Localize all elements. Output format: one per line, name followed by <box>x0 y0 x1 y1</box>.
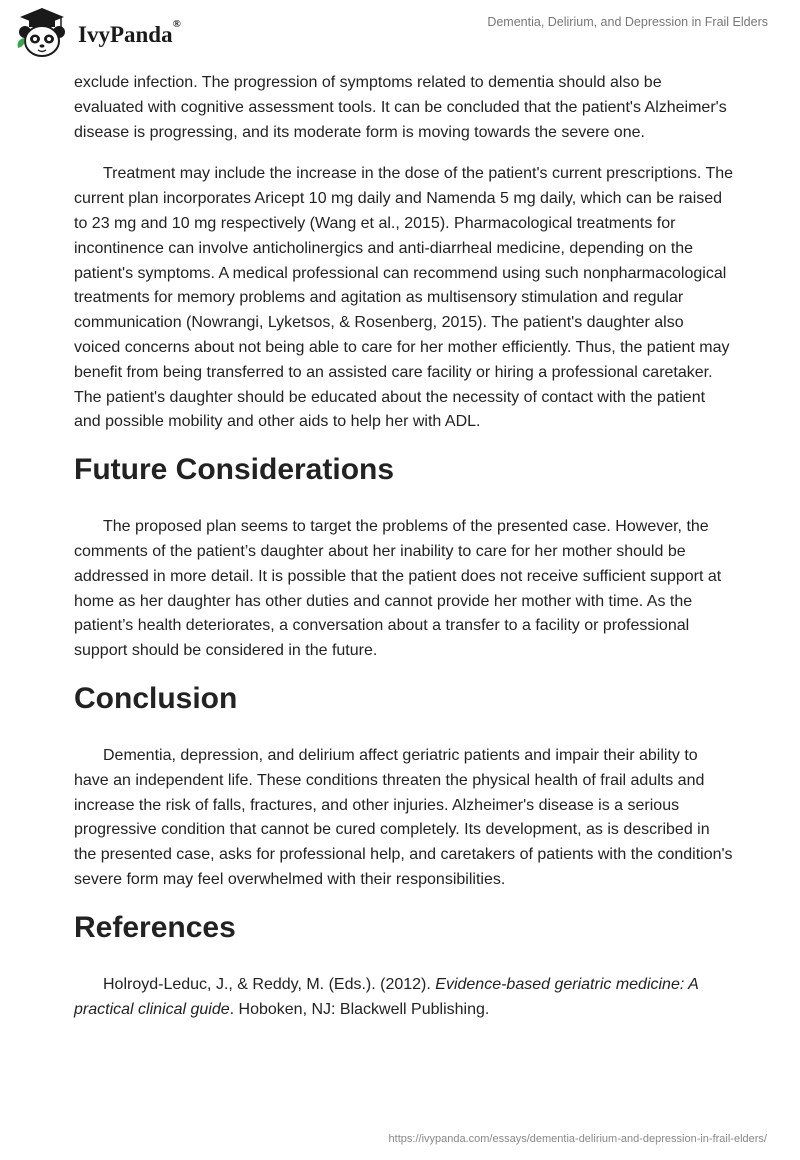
heading-future-considerations: Future Considerations <box>74 453 395 487</box>
essay-content <box>74 71 734 1039</box>
brand-name <box>78 18 181 48</box>
brand-name-text: IvyPanda <box>78 22 173 47</box>
paragraph-treatment: Treatment may include the increase in the dose of the patient's current prescriptions. The current plan incorporates Aricept 10 mg daily and Namenda 5 mg daily, which can be raised to 23 mg and 10 mg respectively (Wang et al., 2015). Pharmacological treatments for incontinence can involve anticholinergics and anti-diarrheal medicine, depending on the patient's symptoms. A medical professional can recommend using such nonpharmacological treatments for memory problems and agitation as multisensory stimulation and regular communication (Nowrangi, Lyketsos, & Rosenberg, 2015). The patient's daughter also voiced concerns about not being able to care for her mother efficiently. Thus, the patient may benefit from being transferred to an assisted care facility or hiring a professional caretaker. The patient's daughter should be educated about the necessity of contact with the patient and possible mobility and other aids to help her with ADL. <box>74 165 734 431</box>
brand-logo[interactable] <box>14 6 204 60</box>
reference-publisher: . Hoboken, NJ: Blackwell Publishing. <box>229 1000 490 1018</box>
heading-references: References <box>74 910 236 944</box>
paragraph-future-considerations: The proposed plan seems to target the problems of the presented case. However, the comments of the patient’s daughter about her inability to care for her mother should be addressed in more detail. It is possible that the patient does not receive sufficient support at home as her daughter has other duties and cannot provide her mother with time. As the patient’s health deteriorates, a conversation about a transfer to a facility or professional support should be considered in the future. <box>74 518 722 660</box>
reference-authors: Holroyd-Leduc, J., & Reddy, M. (Eds.). (2012). <box>103 975 436 993</box>
heading-conclusion: Conclusion <box>74 681 238 715</box>
reference-entry <box>74 973 734 1023</box>
reference-title: Evidence-based geriatric medicine: A practical clinical guide <box>74 975 699 1018</box>
registered-mark: ® <box>172 18 181 30</box>
panda-logo-icon <box>14 6 70 60</box>
source-url[interactable]: https://ivypanda.com/essays/dementia-delirium-and-depression-in-frail-elders/ <box>388 1133 767 1145</box>
document-title: Dementia, Delirium, and Depression in Frail Elders <box>487 15 768 29</box>
paragraph-conclusion: Dementia, depression, and delirium affect geriatric patients and impair their ability to have an independent life. These conditions threaten the physical health of frail adults and increase the risk of falls, fractures, and other injuries. Alzheimer's disease is a serious progressive condition that cannot be cured completely. Its development, as is described in the presented case, asks for professional help, and caretakers of patients with the condition's severe form may feel overwhelmed with their responsibilities. <box>74 746 733 888</box>
paragraph-continued: exclude infection. The progression of symptoms related to dementia should also be evaluated with cognitive assessment tools. It can be concluded that the patient's Alzheimer's disease is progressing, and its moderate form is moving towards the severe one. <box>74 74 727 141</box>
page-header <box>0 0 800 70</box>
